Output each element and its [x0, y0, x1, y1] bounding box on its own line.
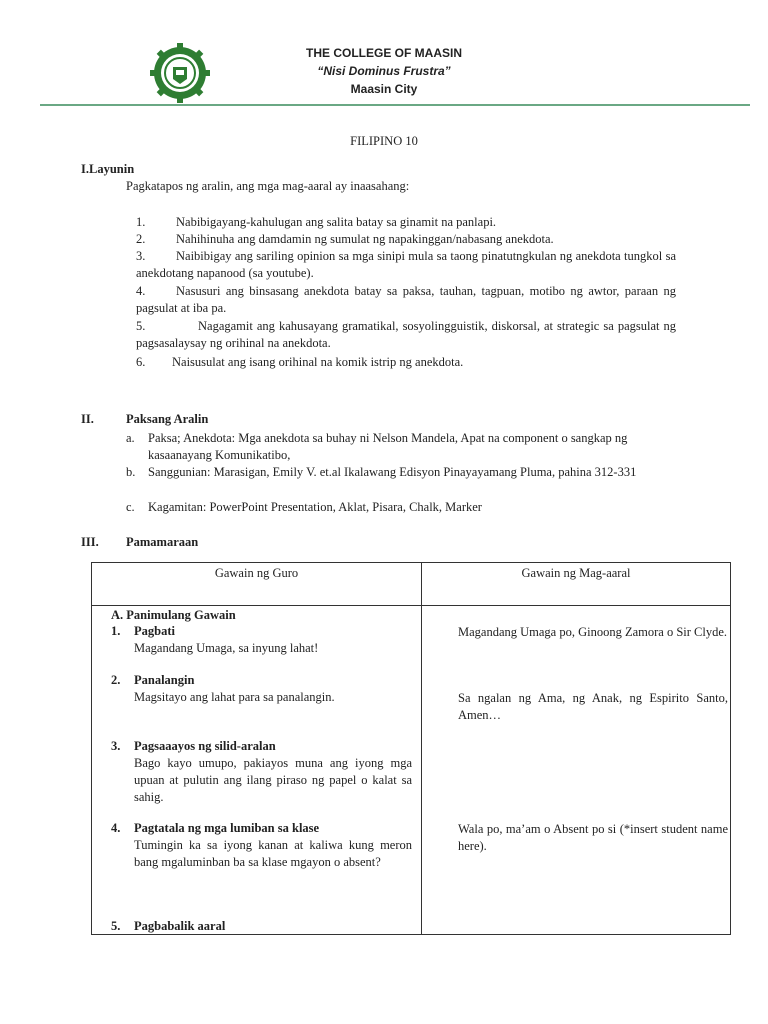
step-text: Magandang Umaga, sa inyung lahat!	[134, 641, 319, 655]
objective-item: 2. Nahihinuha ang damdamin ng sumulat ng napakinggan/nabasang anekdota.	[136, 232, 554, 246]
objective-item: 3. Naibibigay ang sariling opinion sa mga sinipi mula sa taong pinatutngkulan ng anekdota tungkol sa anekdotang napanood (sa youtube).	[136, 249, 676, 280]
topic-letter: c.	[126, 500, 135, 514]
section-1-title: I.Layunin	[81, 162, 135, 176]
step-text: Magsitayo ang lahat para sa panalangin.	[134, 690, 335, 704]
section-2-title: Paksang Aralin	[126, 412, 209, 426]
column-header-teacher: Gawain ng Guro	[92, 563, 422, 606]
topic-item: Paksa; Anekdota: Mga anekdota sa buhay ni Nelson Mandela, Apat na component o sangkap ng kasaanayang Komunikatibo,	[148, 431, 628, 462]
section-2-number: II.	[81, 412, 94, 426]
step-title: Panalangin	[134, 673, 195, 687]
table-row	[92, 606, 731, 935]
topic-item: Sanggunian: Marasigan, Emily V. et.al Ikalawang Edisyon Pinayayamang Pluma, pahina 312-331	[148, 465, 637, 479]
step-number: 1.	[111, 624, 121, 638]
school-motto: “Nisi Dominus Frustra”	[317, 64, 451, 78]
step-number: 4.	[111, 821, 121, 835]
topic-letter: b.	[126, 465, 136, 479]
step-number: 3.	[111, 739, 121, 753]
school-city: Maasin City	[350, 82, 418, 96]
step-text: Tumingin ka sa iyong kanan at kaliwa kung meron bang mgaluminban ba sa klase mgayon o absent?	[134, 838, 412, 869]
step-title: Pagbabalik aaral	[134, 919, 226, 933]
student-response: Magandang Umaga po, Ginoong Zamora o Sir Clyde.	[458, 625, 728, 639]
header-divider	[40, 104, 750, 106]
subject-title: FILIPINO 10	[350, 134, 418, 148]
step-text: Bago kayo umupo, pakiayos muna ang iyong mga upuan at pulutin ang ilang piraso ng papel o kalat sa sahig.	[134, 756, 412, 804]
school-name: THE COLLEGE OF MAASIN	[306, 46, 462, 60]
school-header	[0, 44, 768, 98]
section-3-title: Pamamaraan	[126, 535, 199, 549]
topic-item: Kagamitan: PowerPoint Presentation, Aklat, Pisara, Chalk, Marker	[148, 500, 482, 514]
lesson-procedure-table	[91, 562, 731, 935]
section-1-intro: Pagkatapos ng aralin, ang mga mag-aaral ay inaasahang:	[126, 179, 410, 193]
step-title: Pagsaaayos ng silid-aralan	[134, 739, 276, 753]
objective-item: 1. Nabibigayang-kahulugan ang salita batay sa ginamit na panlapi.	[136, 215, 497, 229]
part-a-title: A. Panimulang Gawain	[111, 608, 236, 622]
table-header-row	[92, 563, 731, 606]
section-3-number: III.	[81, 535, 99, 549]
step-number: 5.	[111, 919, 121, 933]
objective-item: 5. Nagagamit ang kahusayang gramatikal, sosyolingguistik, diskorsal, at strategic sa pagsulat ng pagsasalaysay ng orihinal na anekdota.	[136, 319, 676, 350]
column-header-student: Gawain ng Mag-aaral	[422, 563, 731, 606]
step-number: 2.	[111, 673, 121, 687]
objective-item: 4. Nasusuri ang binsasang anekdota batay sa paksa, tauhan, tagpuan, motibo ng awtor, paraan ng pagsulat at iba pa.	[136, 284, 676, 315]
topic-letter: a.	[126, 431, 135, 445]
student-response: Sa ngalan ng Ama, ng Anak, ng Espirito Santo, Amen…	[458, 691, 728, 722]
step-title: Pagbati	[134, 624, 175, 638]
teacher-activities-cell	[92, 606, 422, 935]
student-activities-cell	[422, 606, 731, 935]
objective-item: 6. Naisusulat ang isang orihinal na komik istrip ng anekdota.	[136, 355, 464, 369]
student-response: Wala po, ma’am o Absent po si (*insert student name here).	[458, 822, 728, 853]
step-title: Pagtatala ng mga lumiban sa klase	[134, 821, 320, 835]
